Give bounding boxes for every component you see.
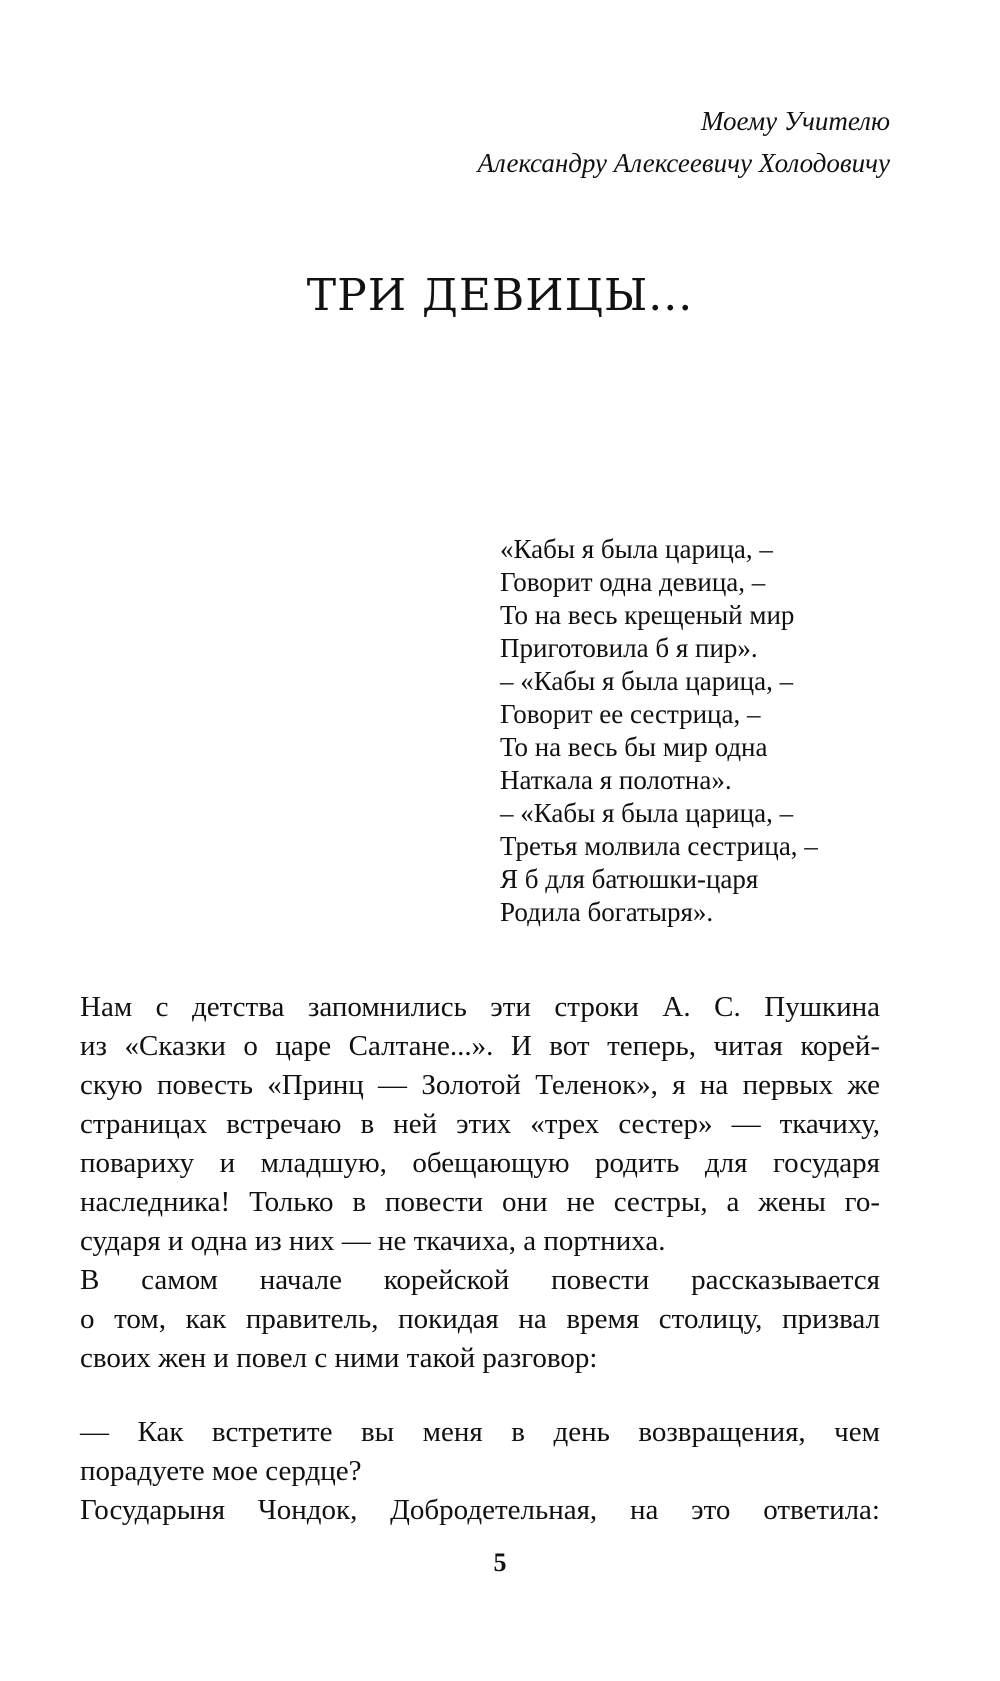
text-line: наследника! Только в повести они не сестры, а жены го- bbox=[80, 1186, 880, 1218]
dedication-line: Моему Учителю bbox=[700, 106, 890, 136]
epigraph-line: Говорит ее сестрица, – bbox=[500, 699, 761, 729]
epigraph-line: То на весь бы мир одна bbox=[500, 732, 768, 762]
text-line: своих жен и повел с ними такой разговор: bbox=[80, 1342, 598, 1374]
text-line: скую повесть «Принц — Золотой Теленок», я на первых же bbox=[80, 1069, 880, 1101]
text-line: — Как встретите вы меня в день возвращения, чем bbox=[80, 1416, 880, 1448]
epigraph-line: Говорит одна девица, – bbox=[500, 567, 766, 597]
page-number: 5 bbox=[493, 1548, 507, 1577]
text-line: повариху и младшую, обещающую родить для государя bbox=[80, 1147, 880, 1179]
chapter-title: ТРИ ДЕВИЦЫ... bbox=[306, 270, 694, 321]
body-text bbox=[80, 988, 880, 1530]
text-line: из «Сказки о царе Салтане...». И вот теперь, читая корей- bbox=[80, 1030, 880, 1062]
epigraph-line: Я б для батюшки-царя bbox=[500, 864, 759, 894]
epigraph-poem bbox=[500, 533, 818, 929]
epigraph-line: «Кабы я была царица, – bbox=[500, 534, 773, 564]
epigraph-line: – «Кабы я была царица, – bbox=[500, 798, 794, 828]
epigraph-line: Наткала я полотна». bbox=[500, 765, 732, 795]
epigraph-line: Третья молвила сестрица, – bbox=[500, 831, 818, 861]
text-line: страницах встречаю в ней этих «трех сестер» — ткачиху, bbox=[80, 1108, 880, 1140]
text-line: Нам с детства запомнились эти строки А. С. Пушкина bbox=[80, 991, 880, 1023]
epigraph-line: Приготовила б я пир». bbox=[500, 633, 758, 663]
paragraph bbox=[80, 988, 880, 1261]
epigraph-line: Родила богатыря». bbox=[500, 897, 714, 927]
text-line: о том, как правитель, покидая на время столицу, призвал bbox=[80, 1303, 880, 1335]
paragraph bbox=[80, 1261, 880, 1378]
paragraph-gap bbox=[80, 1378, 880, 1413]
text-line: сударя и одна из них — не ткачиха, а портниха. bbox=[80, 1225, 666, 1257]
text-line: порадуете мое сердце? bbox=[80, 1455, 362, 1487]
epigraph-line: То на весь крещеный мир bbox=[500, 600, 795, 630]
paragraph bbox=[80, 1491, 880, 1530]
text-line: Государыня Чондок, Добродетельная, на это ответила: bbox=[80, 1494, 880, 1526]
dedication-line: Александру Алексеевичу Холодовичу bbox=[477, 148, 890, 178]
text-line: В самом начале корейской повести рассказывается bbox=[80, 1264, 880, 1296]
dedication bbox=[478, 100, 890, 184]
epigraph-line: – «Кабы я была царица, – bbox=[500, 666, 794, 696]
paragraph bbox=[80, 1413, 880, 1491]
